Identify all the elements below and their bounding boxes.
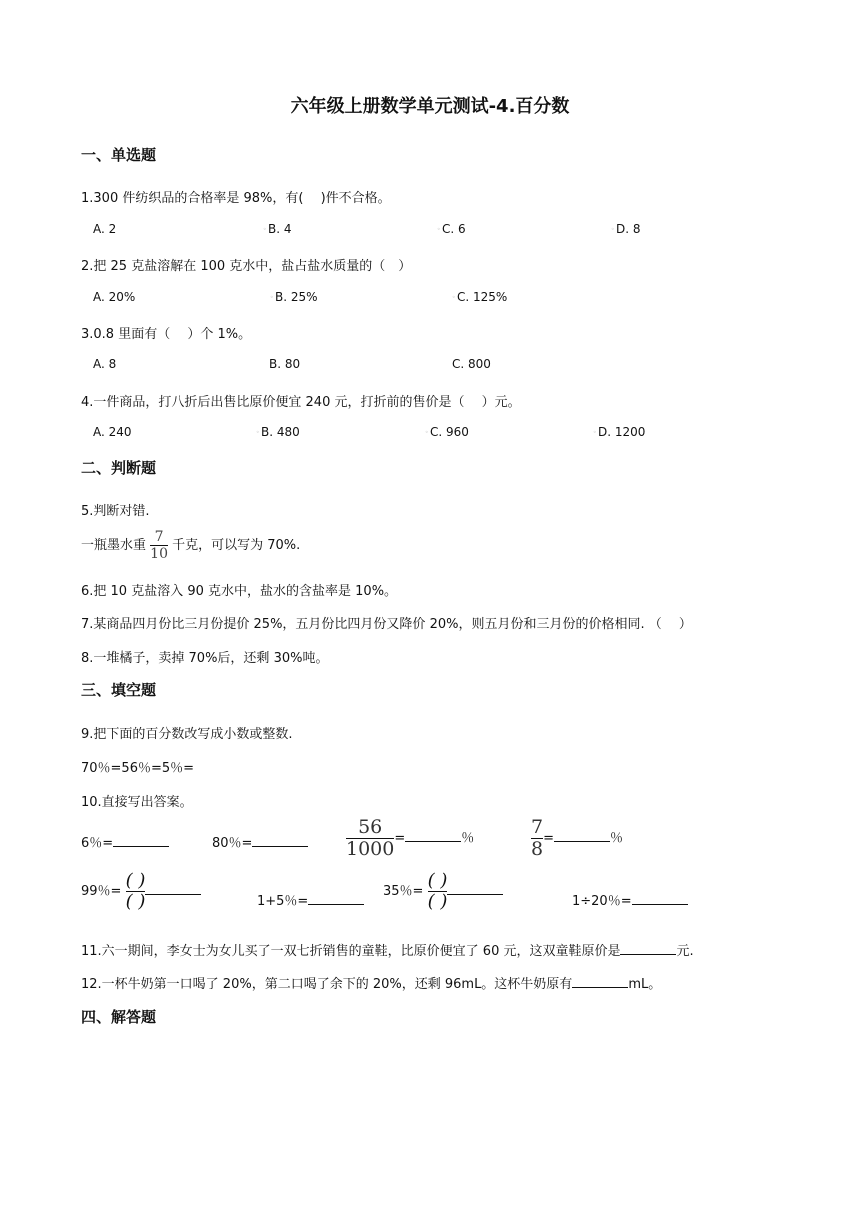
section-heading-true-false: 二、判断题	[81, 459, 157, 477]
question-1-text: 1.300 件纺织品的合格率是 98%，有( )件不合格。	[81, 191, 391, 206]
q10-item-80pct	[212, 832, 308, 851]
fraction-denominator-blank: ( )	[125, 891, 146, 912]
question-11-suffix: 元.	[676, 944, 694, 959]
question-1-option-d[interactable]: D. 8	[616, 222, 641, 236]
fraction-numerator-blank: ( )	[125, 870, 146, 891]
q10-label-35pct: 35％=	[383, 884, 424, 899]
fraction-numerator: 7	[154, 529, 164, 545]
percent-sign: ％	[461, 831, 475, 846]
answer-blank[interactable]	[145, 882, 201, 895]
question-3-option-b[interactable]: B. 80	[269, 357, 301, 371]
equals-sign: =	[394, 831, 406, 846]
question-2-option-c[interactable]: C. 125%	[457, 290, 508, 304]
question-1-option-a[interactable]: A. 2	[93, 222, 117, 236]
question-1-option-b[interactable]: B. 4	[268, 222, 292, 236]
question-11-text: 11.六一期间，李女士为女儿买了一双七折销售的童鞋，比原价便宜了 60 元，这双童鞋原价是	[81, 944, 621, 959]
question-5-statement	[81, 530, 300, 561]
page-title: 六年级上册数学单元测试-4.百分数	[290, 96, 570, 117]
q10-item-7-8	[531, 818, 623, 859]
answer-blank[interactable]	[252, 834, 308, 847]
answer-blank[interactable]	[572, 975, 628, 988]
question-6-text: 6.把 10 克盐溶入 90 克水中，盐水的含盐率是 10%。	[81, 584, 398, 599]
option-marker: ◦	[452, 294, 456, 301]
fraction-numerator: 56	[358, 816, 383, 838]
question-4-text: 4.一件商品，打八折后出售比原价便宜 240 元，打折前的售价是（ ）元。	[81, 395, 521, 410]
fraction-denominator: 8	[531, 838, 544, 860]
question-12	[81, 973, 661, 992]
q10-item-99pct	[81, 872, 201, 911]
q10-item-1div20pct	[572, 890, 688, 909]
question-5-text: 5.判断对错.	[81, 504, 150, 519]
question-12-suffix: mL。	[628, 977, 662, 992]
q10-label-6pct: 6％=	[81, 836, 114, 851]
question-4-option-b[interactable]: B. 480	[261, 425, 300, 439]
option-marker: ◦	[425, 429, 429, 436]
question-8-text: 8.一堆橘子，卖掉 70%后，还剩 30%吨。	[81, 651, 329, 666]
fraction-denominator: 10	[150, 546, 168, 562]
question-2-text: 2.把 25 克盐溶解在 100 克水中，盐占盐水质量的（ ）	[81, 259, 412, 274]
blank-fraction[interactable]	[428, 872, 448, 911]
answer-blank[interactable]	[113, 834, 169, 847]
blank-fraction[interactable]	[126, 872, 146, 911]
fraction-denominator: 1000	[346, 838, 395, 860]
fraction-numerator-blank: ( )	[427, 870, 448, 891]
question-7-text: 7.某商品四月份比三月份提价 25%，五月份比四月份又降价 20%，则五月份和三月份的价格相同. （ ）	[81, 617, 692, 632]
section-heading-solve: 四、解答题	[81, 1008, 157, 1026]
option-marker: ◦	[270, 294, 274, 301]
question-2-option-a[interactable]: A. 20%	[93, 290, 136, 304]
answer-blank[interactable]	[554, 829, 610, 842]
option-marker: ◦	[593, 429, 597, 436]
question-9-text: 9.把下面的百分数改写成小数或整数.	[81, 727, 293, 742]
equals-sign: =	[543, 831, 554, 846]
option-marker: ◦	[437, 226, 441, 233]
question-3-option-a[interactable]: A. 8	[93, 357, 117, 371]
q10-label-1div20pct: 1÷20％=	[572, 894, 632, 909]
answer-blank[interactable]	[447, 882, 503, 895]
fraction-7-8	[531, 818, 543, 859]
question-5-prefix: 一瓶墨水重	[81, 538, 147, 553]
q10-item-1plus5pct	[257, 890, 364, 909]
question-3-text: 3.0.8 里面有（ ）个 1%。	[81, 327, 252, 342]
q10-label-1plus5pct: 1+5％=	[257, 894, 309, 909]
question-2-option-b[interactable]: B. 25%	[275, 290, 318, 304]
q10-item-56-1000	[346, 818, 474, 859]
answer-blank[interactable]	[308, 892, 364, 905]
question-3-option-c[interactable]: C. 800	[452, 357, 491, 371]
fraction-numerator: 7	[531, 816, 544, 838]
question-4-option-a[interactable]: A. 240	[93, 425, 132, 439]
section-heading-single-choice: 一、单选题	[81, 146, 157, 164]
question-5-suffix: 千克，可以写为 70%.	[172, 538, 301, 553]
question-4-option-d[interactable]: D. 1200	[598, 425, 646, 439]
question-1-option-c[interactable]: C. 6	[442, 222, 466, 236]
q10-label-80pct: 80％=	[212, 836, 253, 851]
q10-item-35pct	[383, 872, 503, 911]
q10-label-99pct: 99％=	[81, 884, 122, 899]
answer-blank[interactable]	[620, 942, 676, 955]
answer-blank[interactable]	[405, 829, 461, 842]
section-heading-fill-blank: 三、填空题	[81, 681, 157, 699]
question-4-option-c[interactable]: C. 960	[430, 425, 469, 439]
question-10-text: 10.直接写出答案。	[81, 795, 193, 810]
fraction-denominator-blank: ( )	[427, 891, 448, 912]
option-marker: ◦	[611, 226, 615, 233]
percent-sign: ％	[610, 831, 624, 846]
question-11	[81, 940, 694, 959]
fraction-56-1000	[346, 818, 394, 859]
option-marker: ◦	[263, 226, 267, 233]
q10-item-6pct	[81, 832, 169, 851]
question-12-text: 12.一杯牛奶第一口喝了 20%，第二口喝了余下的 20%，还剩 96mL。这杯牛奶原有	[81, 977, 573, 992]
answer-blank[interactable]	[632, 892, 688, 905]
question-9-equations: 70％=56％=5％=	[81, 761, 195, 776]
fraction-7-10	[150, 530, 168, 561]
option-marker: ◦	[256, 429, 260, 436]
